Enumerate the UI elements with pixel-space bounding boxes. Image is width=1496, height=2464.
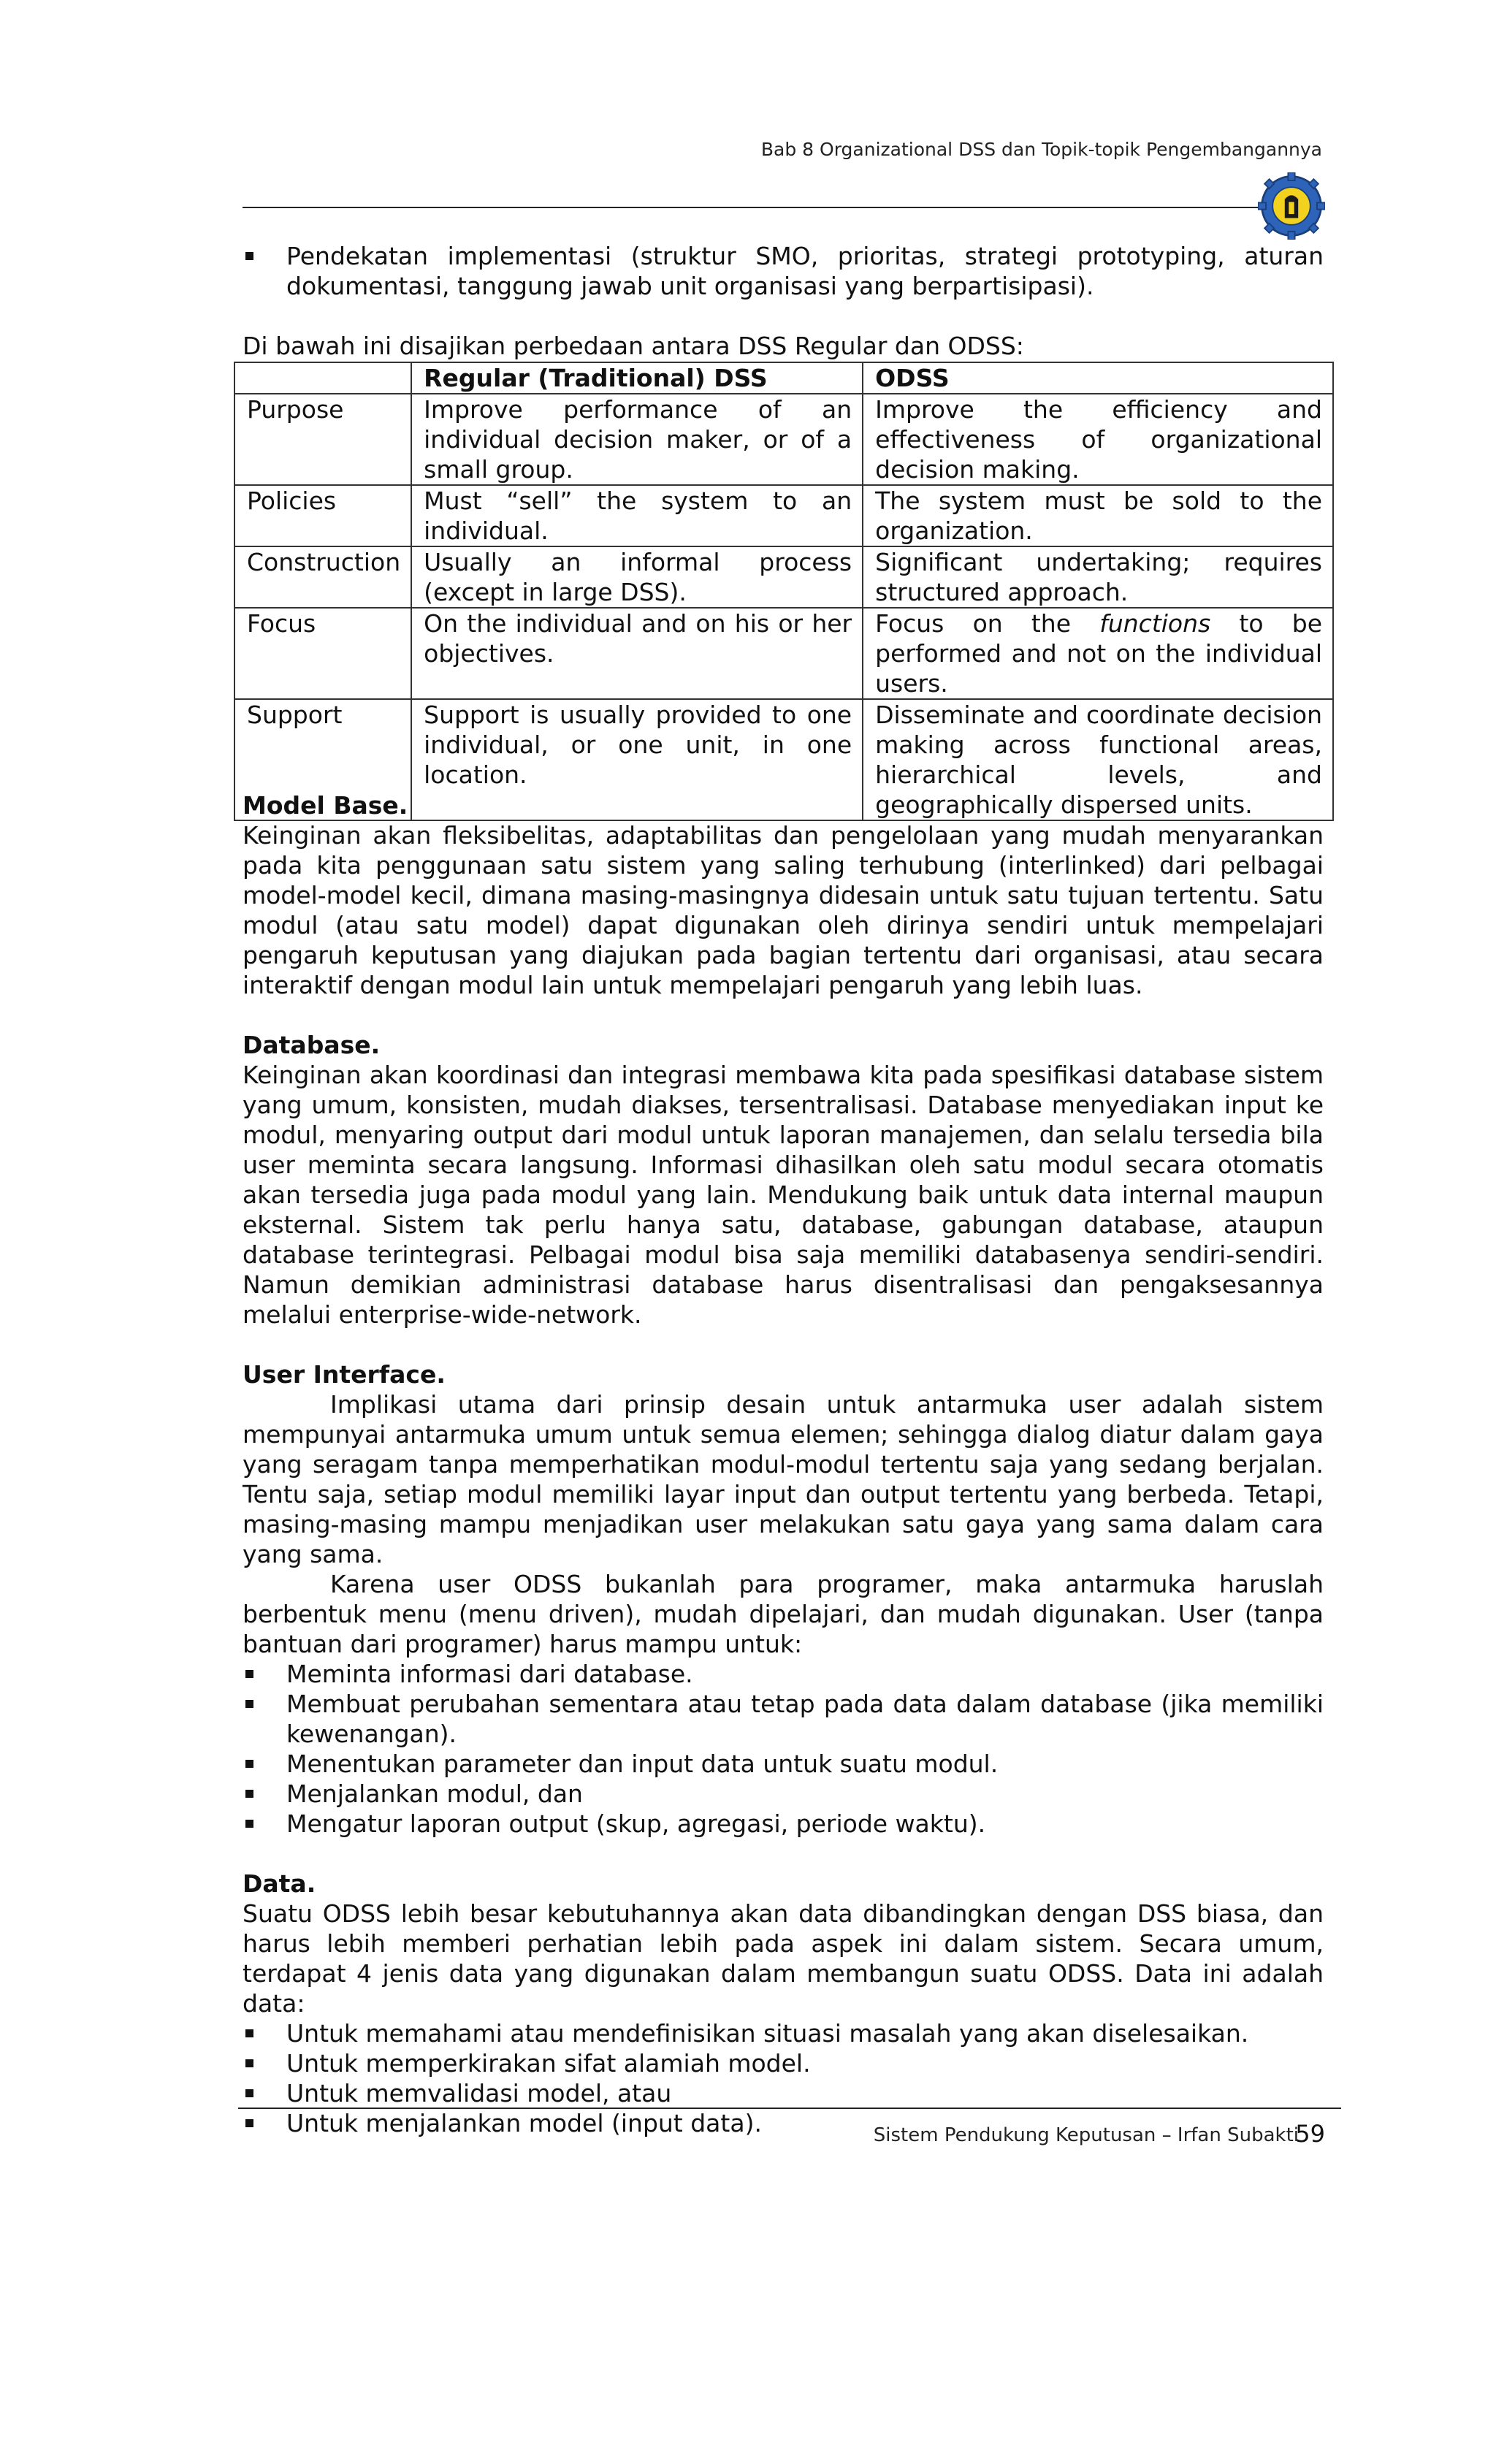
regular-cell: Improve performance of an individual decision maker, or of a small group. [411,394,863,485]
bullet-marker [245,2029,253,2037]
comparison-table [234,362,1334,821]
regular-cell: Support is usually provided to one individual, or one unit, in one location. [411,699,863,820]
section-title-database: Database. [243,1031,381,1059]
university-emblem-icon [1258,172,1325,240]
row-label: Policies [234,485,411,546]
list-item: Menentukan parameter dan input data untuk suatu modul. [243,1749,1324,1779]
row-label: Focus [234,608,411,699]
table-row [234,546,1333,608]
footer-text: Sistem Pendukung Keputusan – Irfan Subakti [873,2124,1299,2146]
section-body-model-base: Keinginan akan fleksibelitas, adaptabilitas dan pengelolaan yang mudah menyarankan pada kita penggunaan satu sistem yang saling terhubung (interlinked) dari pelbagai model-model kecil, dimana masing-masingnya didesain untuk satu tujuan tertentu. Satu modul (atau satu model) dapat digunakan oleh dirinya sendiri untuk mempelajari pengaruh keputusan yang diajukan pada bagian tertentu dari organisasi, atau secara interaktif dengan modul lain untuk mempelajari pengaruh yang lebih luas. [243,821,1324,999]
section-body-data: Suatu ODSS lebih besar kebutuhannya akan data dibandingkan dengan DSS biasa, dan harus lebih memberi perhatian lebih pada aspek ini dalam sistem. Secara umum, terdapat 4 jenis data yang digunakan dalam membangun suatu ODSS. Data ini adalah data: [243,1899,1324,2018]
bullet-marker [245,252,253,260]
list-item: Meminta informasi dari database. [243,1659,1324,1689]
bullet-marker [245,1820,253,1828]
table-header-row [234,362,1333,394]
table-row [234,608,1333,699]
intro-bullet: Pendekatan implementasi (struktur SMO, prioritas, strategi prototyping, aturan dokumentasi, tanggung jawab unit organisasi yang berpartisipasi). [243,241,1324,301]
section-title-data: Data. [243,1869,316,1898]
page-body [243,241,1324,361]
list-item: Untuk memahami atau mendefinisikan situasi masalah yang akan diselesaikan. [243,2018,1324,2048]
sections [243,790,1324,2138]
bullet-marker [245,1700,253,1708]
regular-cell: Usually an informal process (except in large DSS). [411,546,863,608]
bullet-marker [245,2119,253,2127]
regular-cell: On the individual and on his or her objectives. [411,608,863,699]
footer-rule [238,2108,1341,2109]
emphasis-functions: functions [1099,609,1211,638]
section-para-user-interface-1: Implikasi utama dari prinsip desain untuk antarmuka user adalah sistem mempunyai antarmuka umum untuk semua elemen; sehingga dialog diatur dalam gaya yang seragam tanpa memperhatikan modul-modul tertentu saja yang sedang berjalan. Tentu saja, setiap modul memiliki layar input dan output tertentu yang berbeda. Tetapi, masing-masing mampu menjadikan user melakukan satu gaya yang sama dalam cara yang sama. [243,1390,1324,1568]
regular-cell: Must “sell” the system to an individual. [411,485,863,546]
running-header: Bab 8 Organizational DSS dan Topik-topik Pengembangannya [760,139,1322,160]
list-item: Untuk memperkirakan sifat alamiah model. [243,2048,1324,2078]
table-row [234,485,1333,546]
list-item: Mengatur laporan output (skup, agregasi, periode waktu). [243,1809,1324,1839]
odss-cell: Significant undertaking; requires structured approach. [863,546,1333,608]
bullet-marker [245,2059,253,2067]
odss-cell: Improve the efficiency and effectiveness of organizational decision making. [863,394,1333,485]
row-label: Purpose [234,394,411,485]
header-rule [243,207,1265,208]
bullet-marker [245,1670,253,1678]
list-item: Untuk menjalankan model (input data). [243,2108,1324,2138]
page-number: 59 [1295,2120,1325,2148]
list-item: Membuat perubahan sementara atau tetap pada data dalam database (jika memiliki kewenangan). [243,1689,1324,1749]
section-title-user-interface: User Interface. [243,1360,446,1389]
table-header-empty [234,362,411,394]
bullet-marker [245,1790,253,1798]
table-intro: Di bawah ini disajikan perbedaan antara DSS Regular dan ODSS: [243,332,1024,360]
list-item: Untuk memvalidasi model, atau [243,2078,1324,2108]
list-item: Menjalankan modul, dan [243,1779,1324,1809]
table-header-odss: ODSS [863,362,1333,394]
bullet-marker [245,1760,253,1768]
table-row [234,394,1333,485]
section-body-database: Keinginan akan koordinasi dan integrasi membawa kita pada spesifikasi database sistem yang umum, konsisten, mudah diakses, tersentralisasi. Database menyediakan input ke modul, menyaring output dari modul untuk laporan manajemen, dan selalu tersedia bila user meminta secara langsung. Informasi dihasilkan oleh satu modul secara otomatis akan tersedia juga pada modul yang lain. Mendukung baik untuk data internal maupun eksternal. Sistem tak perlu hanya satu, database, gabungan database, ataupun database terintegrasi. Pelbagai modul bisa saja memiliki databasenya sendiri-sendiri. Namun demikian administrasi database harus disentralisasi dan pengaksesannya melalui enterprise-wide-network. [243,1061,1324,1329]
row-label: Support [234,699,411,820]
odss-cell: The system must be sold to the organization. [863,485,1333,546]
section-para-user-interface-2: Karena user ODSS bukanlah para programer, maka antarmuka haruslah berbentuk menu (menu driven), mudah dipelajari, dan mudah digunakan. User (tanpa bantuan dari programer) harus mampu untuk: [243,1570,1324,1658]
row-label: Construction [234,546,411,608]
table-header-regular: Regular (Traditional) DSS [411,362,863,394]
odss-cell: Disseminate and coordinate decision making across functional areas, hierarchical levels, and geographically dispersed units. [863,699,1333,820]
bullet-marker [245,2089,253,2097]
section-title-model-base: Model Base. [243,791,408,820]
odss-cell: Focus on the functions to be performed and not on the individual users. [863,608,1333,699]
